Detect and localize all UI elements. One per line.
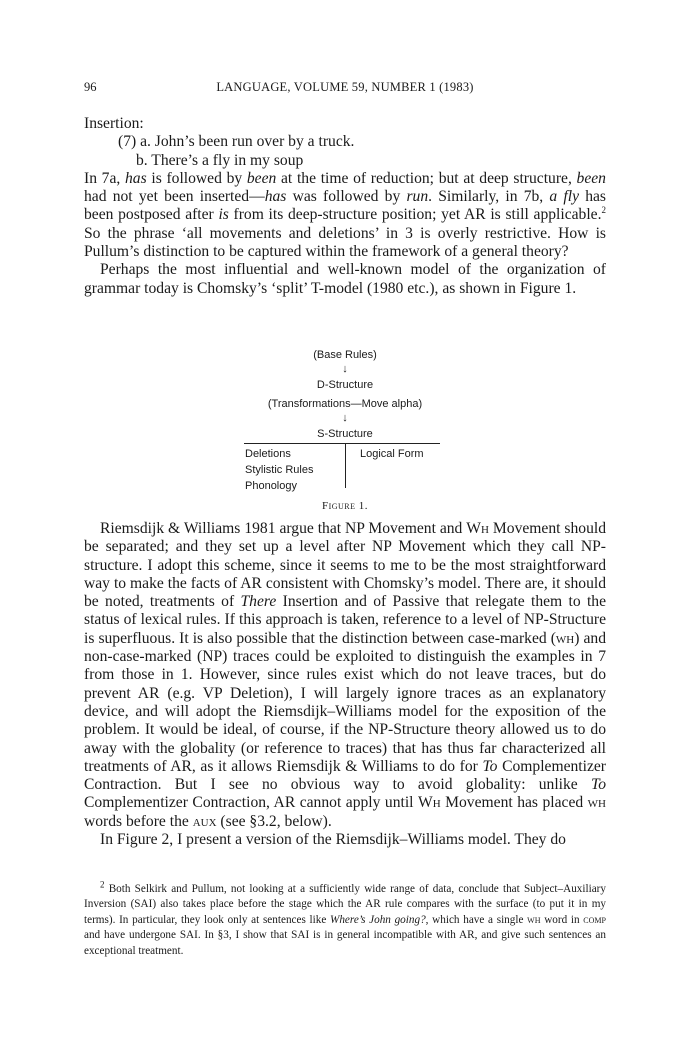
footnote-ref[interactable]: 2 — [601, 205, 606, 216]
insertion-line: Insertion: — [84, 115, 144, 132]
body-text-top — [84, 115, 606, 298]
paragraph-2: Perhaps the most influential and well-known model of the organization of grammar today is Chomsky’s ‘split’ T-model (1980 etc.), as shown in Figure 1. — [84, 261, 606, 297]
body-text-bottom — [84, 520, 606, 849]
running-header — [84, 80, 606, 98]
paragraph-1: In 7a, has is followed by been at the time of reduction; but at deep structure, been had not yet been inserted—has was followed by run. Similarly, in 7b, a fly has been postposed after is from its deep-structure position; yet AR is still applicable.$^2$ So the phrase ‘all movements and deletions’ in 3 is overly restrictive. How is Pullum’s distinction to be captured within the framework of a general theory? — [84, 169, 606, 261]
figure-horizontal-rule — [244, 443, 440, 444]
figure-phonology: Phonology — [245, 480, 297, 492]
running-title: LANGUAGE, VOLUME 59, NUMBER 1 (1983) — [216, 80, 474, 94]
footnote-number: 2 — [100, 879, 105, 890]
figure-deletions: Deletions — [245, 448, 291, 460]
figure-arrow-1: ↓ — [342, 363, 348, 375]
example-7b: b. There’s a fly in my soup — [136, 151, 304, 169]
example-7a: (7) a. John’s been run over by a truck. — [118, 133, 355, 151]
figure-s-structure: S-Structure — [317, 428, 373, 440]
figure-stylistic-rules: Stylistic Rules — [245, 464, 314, 476]
paragraph-4: In Figure 2, I present a version of the Riemsdijk–Williams model. They do — [100, 831, 566, 849]
footnote-2: $^2$ Both Selkirk and Pullum, not looking at a sufficiently wide range of data, conclude that Subject–Auxiliary Inversion (SAI) also takes place before the stage which the AR rule compares with the surface (to put it in my terms). In particular, they look only at sentences like Where’s John going?, which have a single wh word in comp and have undergone SAI. In §3, I show that SAI is in general incompatible with AR, and give such sentences an exceptional treatment. — [84, 879, 606, 957]
figure-transformations: (Transformations—Move alpha) — [267, 398, 423, 410]
figure-logical-form: Logical Form — [360, 448, 424, 460]
paragraph-3: Riemsdijk & Williams 1981 argue that NP Movement and Wh Movement should be separated; and they set up a level after NP Movement which they call NP-structure. I adopt this scheme, since it seems to me to be the most straightforward way to make the facts of AR consistent with Chomsky’s model. There are, it should be noted, treatments of There Insertion and of Passive that relegate them to the status of lexical rules. If this approach is taken, reference to a level of NP-Structure is superfluous. It is also possible that the distinction between case-marked (wh) and non-case-marked (NP) traces could be exploited to distinguish the examples in 7 from those in 1. However, since rules exist which do not leave traces, but do prevent AR (e.g. VP Deletion), I will largely ignore traces as an explanatory device, and will adopt the Riemsdijk–Williams model for the exposition of the problem. It would be ideal, of course, if the NP-Structure theory allowed us to do away with the globality (or reference to traces) that has thus far characterized all treatments of AR, as it allows Riemsdijk & Williams to do for To Complementizer Contraction. But I see no obvious way to avoid globality: unlike To Complementizer Contraction, AR cannot apply until Wh Movement has placed wh words before the aux (see §3.2, below). — [84, 520, 607, 830]
figure-arrow-2: ↓ — [342, 412, 348, 424]
figure-base-rules: (Base Rules) — [313, 349, 377, 361]
figure-d-structure: D-Structure — [316, 379, 374, 391]
page-number: 96 — [84, 80, 97, 94]
figure-caption: Figure 1. — [321, 500, 369, 512]
figure-vertical-rule — [345, 443, 346, 488]
